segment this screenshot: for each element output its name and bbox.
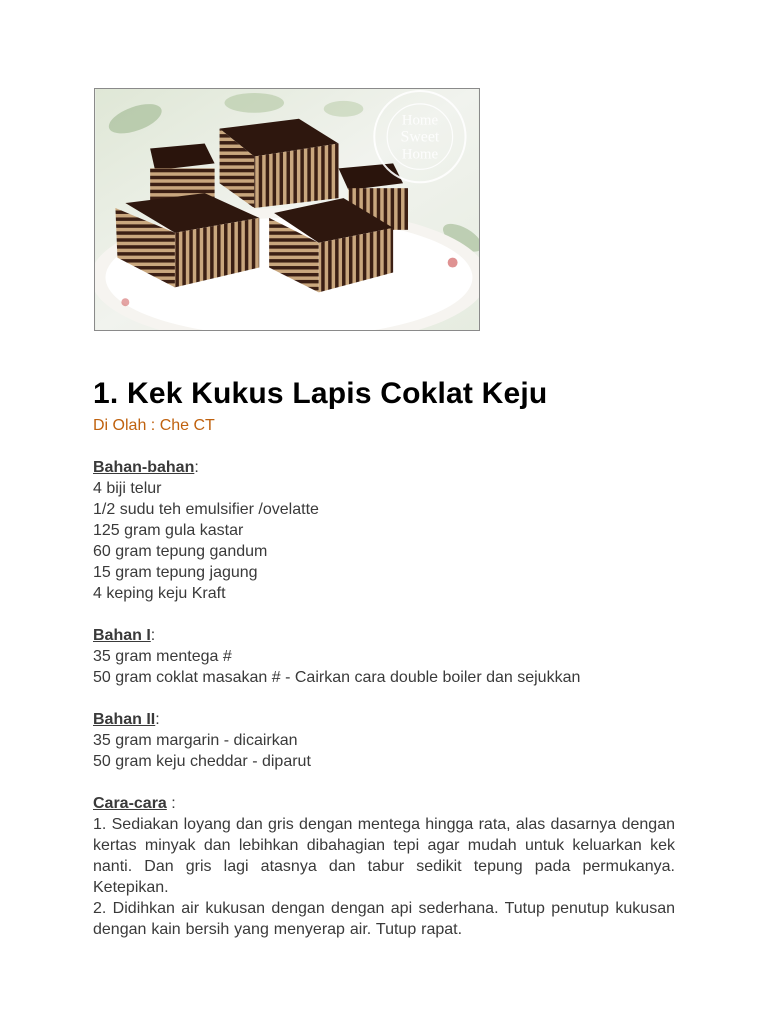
ingredient-line: 50 gram coklat masakan # - Cairkan cara double boiler dan sejukkan <box>93 669 581 686</box>
step-paragraph: 2. Didihkan air kukusan dengan dengan api sederhana. Tutup penutup kukusan dengan kain bersih yang menyerap air. Tutup rapat. <box>93 900 675 938</box>
ingredient-line: 1/2 sudu teh emulsifier /ovelatte <box>93 501 319 518</box>
watermark-line-3: Home <box>401 146 439 163</box>
recipe-content <box>93 373 675 940</box>
ingredient-line: 60 gram tepung gandum <box>93 543 268 560</box>
recipe-title: 1. Kek Kukus Lapis Coklat Keju <box>93 377 548 410</box>
recipe-byline: Di Olah : Che CT <box>93 417 215 434</box>
ingredient-line: 4 biji telur <box>93 480 162 497</box>
watermark-line-2: Sweet <box>400 128 440 146</box>
ingredient-line: 35 gram mentega # <box>93 648 232 665</box>
section-heading-cara-cara: Cara-cara : <box>93 795 176 812</box>
step-paragraph: 1. Sediakan loyang dan gris dengan mentega hingga rata, alas dasarnya dengan kertas minyak dan lebihkan dibahagian tepi agar mudah untuk keluarkan kek nanti. Dan gris lagi atasnya dan tabur sedikit tepung pada permukanya. Ketepikan. <box>93 816 675 896</box>
section-heading-bahan-ii: Bahan II: <box>93 711 160 728</box>
section-heading-bahan-bahan: Bahan-bahan: <box>93 459 199 476</box>
ingredient-line: 50 gram keju cheddar - diparut <box>93 753 311 770</box>
cake-photo <box>94 88 480 331</box>
ingredient-line: 125 gram gula kastar <box>93 522 244 539</box>
watermark-line-1: Home <box>401 112 439 129</box>
section-heading-bahan-i: Bahan I: <box>93 627 156 644</box>
ingredient-line: 35 gram margarin - dicairkan <box>93 732 298 749</box>
ingredient-line: 15 gram tepung jagung <box>93 564 258 581</box>
ingredient-line: 4 keping keju Kraft <box>93 585 226 602</box>
